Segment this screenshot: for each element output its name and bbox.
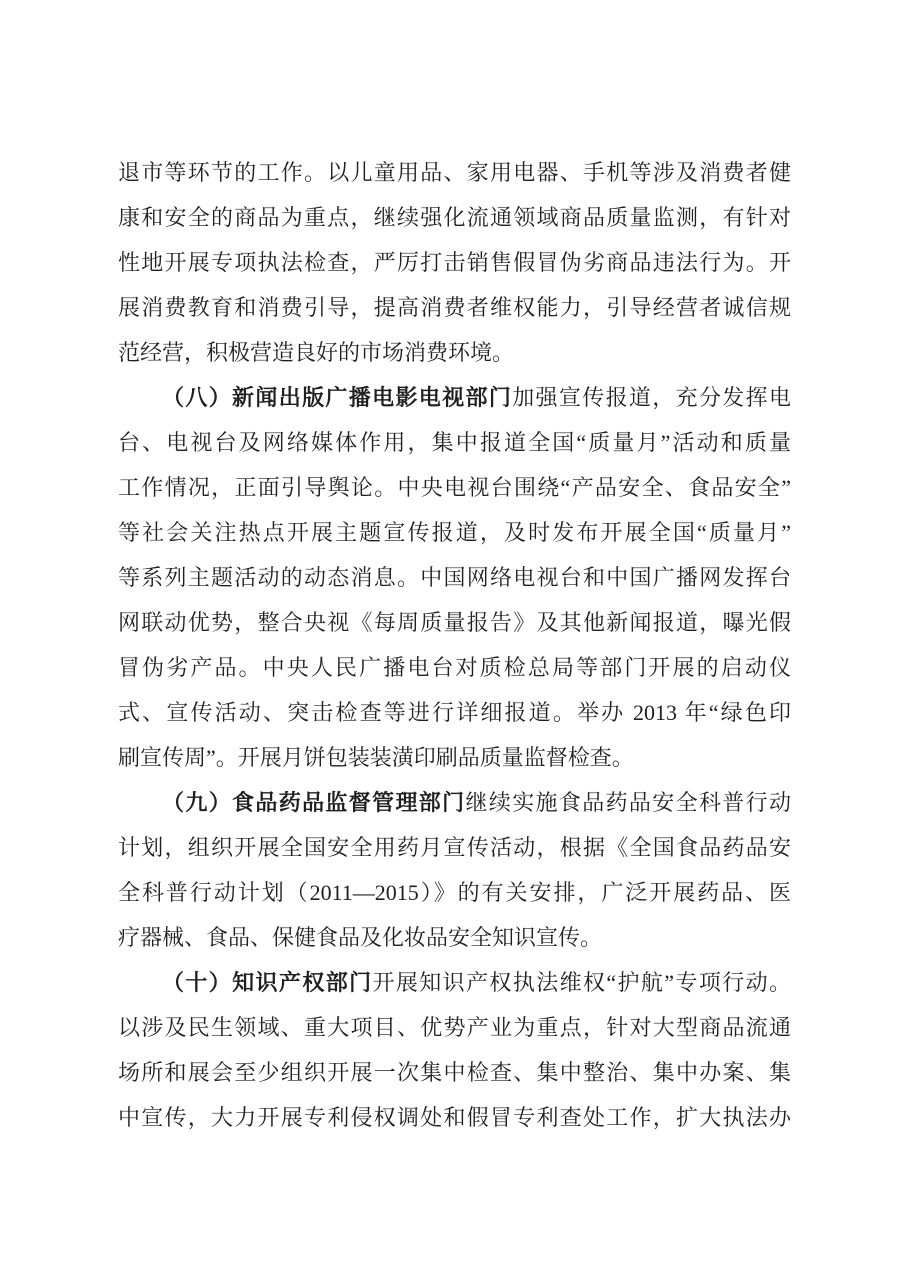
text-line: 疗器械、食品、保健食品及化妆品安全知识宣传。 [118,925,603,950]
section-heading-rest: 继续实施食品药品安全科普行动 [465,790,791,815]
text-line: 展消费教育和消费引导，提高消费者维权能力，引导经营者诚信规 [118,295,791,320]
text-line: 计划，组织开展全国安全用药月宣传活动，根据《全国食品药品安 [118,835,791,860]
text-line: 全科普行动计划（2011—2015）》的有关安排，广泛开展药品、医 [118,880,791,905]
section-heading: （九）食品药品监督管理部门 [162,790,466,815]
text-line: 式、宣传活动、突击检查等进行详细报道。举办 2013 年“绿色印 [118,700,791,725]
text-column [118,150,791,1140]
text-line: 范经营，积极营造良好的市场消费环境。 [118,340,515,365]
text-line [118,780,791,825]
section-heading: （八）新闻出版广播电影电视部门 [162,385,513,410]
text-line: 等系列主题活动的动态消息。中国网络电视台和中国广播网发挥台 [118,565,791,590]
text-line: 网联动优势，整合央视《每周质量报告》及其他新闻报道，曝光假 [118,610,791,635]
section-paragraph-9 [118,780,791,960]
text-line: 冒伪劣产品。中央人民广播电台对质检总局等部门开展的启动仪 [118,655,791,680]
section-paragraph-10 [118,960,791,1140]
text-line: 以涉及民生领域、重大项目、优势产业为重点，针对大型商品流通 [118,1015,791,1040]
text-line: 工作情况，正面引导舆论。中央电视台围绕“产品安全、食品安全” [118,475,791,500]
section-heading-rest: 加强宣传报道，充分发挥电 [512,385,791,410]
text-line [118,960,791,1005]
text-line: 刷宣传周”。开展月饼包装装潢印刷品质量监督检查。 [118,745,634,770]
paragraph-continuation [118,150,791,375]
text-line: 退市等环节的工作。以儿童用品、家用电器、手机等涉及消费者健 [118,160,791,185]
text-line: 台、电视台及网络媒体作用，集中报道全国“质量月”活动和质量 [118,430,791,455]
section-heading: （十）知识产权部门 [162,970,373,995]
text-line: 等社会关注热点开展主题宣传报道，及时发布开展全国“质量月” [118,520,791,545]
text-line [118,375,791,420]
section-paragraph-8 [118,375,791,780]
text-line: 中宣传，大力开展专利侵权调处和假冒专利查处工作，扩大执法办 [118,1105,791,1130]
text-line: 性地开展专项执法检查，严厉打击销售假冒伪劣商品违法行为。开 [118,250,791,275]
section-heading-rest: 开展知识产权执法维权“护航”专项行动。 [372,970,791,995]
text-line: 康和安全的商品为重点，继续强化流通领域商品质量监测，有针对 [118,205,791,230]
text-line: 场所和展会至少组织开展一次集中检查、集中整治、集中办案、集 [118,1060,791,1085]
